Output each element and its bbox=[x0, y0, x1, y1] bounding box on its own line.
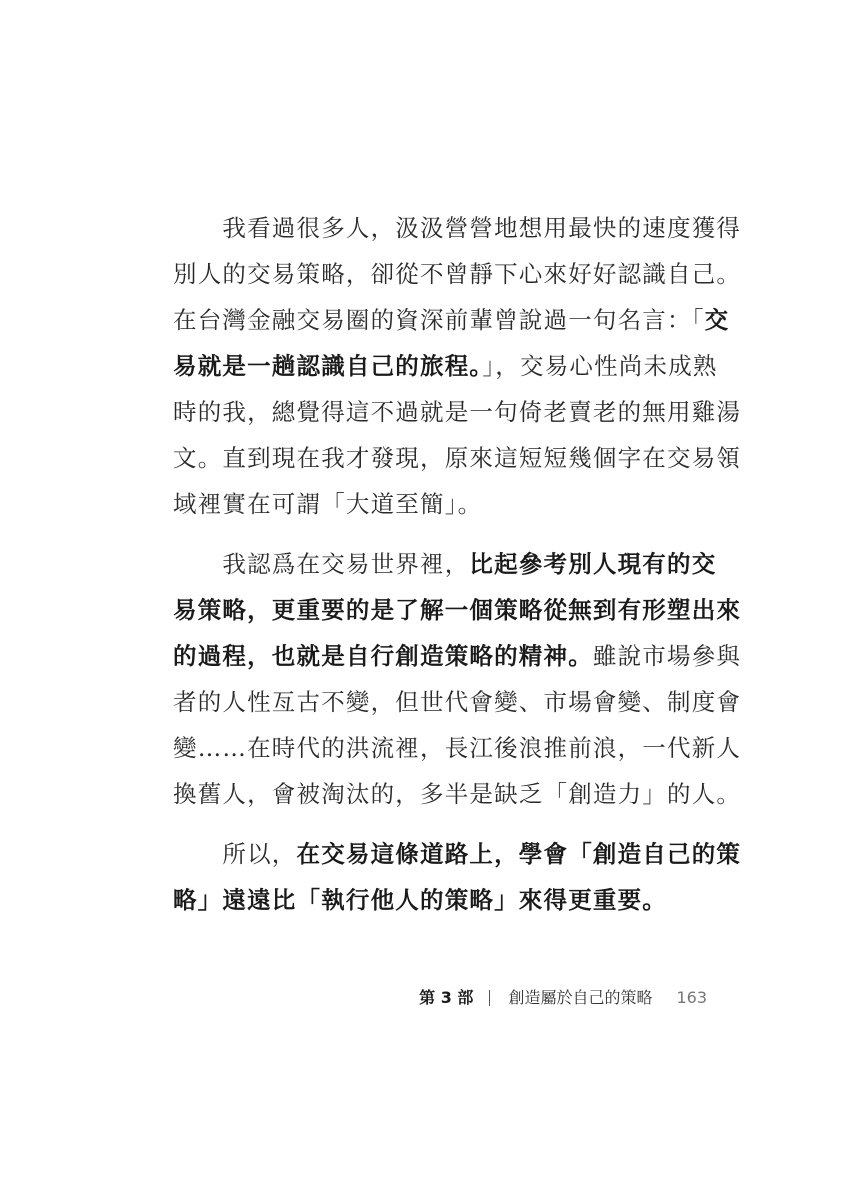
text-run: 雖說市場參與 bbox=[592, 642, 742, 670]
text-run: 」，交易心性尚未成熟 bbox=[482, 352, 718, 380]
paragraph bbox=[173, 205, 742, 527]
footer-divider bbox=[489, 990, 490, 1006]
paragraph-gap bbox=[173, 527, 713, 541]
chapter-title: 創造屬於自己的策略 bbox=[508, 988, 653, 1007]
bold-run: 的過程，也就是自行創造策略的精神。 bbox=[173, 642, 593, 670]
bold-run: 交 bbox=[704, 306, 730, 334]
text-run: 域裡實在可謂「大道至簡」。 bbox=[173, 490, 483, 518]
running-footer bbox=[419, 984, 707, 1012]
text-line bbox=[173, 343, 718, 389]
text-run: 時的我，總覺得這不過就是一句倚老賣老的無用雞湯 bbox=[173, 398, 742, 426]
page-number: 163 bbox=[676, 988, 707, 1007]
body-text bbox=[173, 205, 742, 923]
text-line bbox=[173, 205, 742, 251]
text-line bbox=[173, 725, 742, 771]
text-run: 換舊人，會被淘汰的，多半是缺乏「創造力」的人。 bbox=[173, 780, 742, 808]
bold-run: 易策略，更重要的是了解一個策略從無到有形塑出來 bbox=[173, 596, 742, 624]
text-line bbox=[173, 481, 713, 527]
part-label: 第 3 部 bbox=[419, 988, 474, 1007]
text-line bbox=[173, 435, 742, 481]
bold-run: 比起參考別人現有的交 bbox=[469, 550, 717, 578]
paragraph bbox=[173, 541, 742, 817]
text-line bbox=[173, 831, 742, 877]
text-run: 者的人性亙古不變，但世代會變、市場會變、制度會 bbox=[173, 688, 742, 716]
text-line bbox=[173, 541, 717, 587]
text-run: 所以， bbox=[173, 840, 297, 868]
bold-run: 易就是一趟認識自己的旅程。 bbox=[173, 352, 483, 380]
paragraph bbox=[173, 831, 742, 923]
text-run: 變……在時代的洪流裡，長江後浪推前浪，一代新人 bbox=[173, 734, 742, 762]
text-line bbox=[173, 771, 742, 817]
text-line bbox=[173, 297, 730, 343]
text-line bbox=[173, 389, 742, 435]
text-run: 我看過很多人，汲汲營營地想用最快的速度獲得 bbox=[173, 214, 742, 242]
text-line bbox=[173, 251, 742, 297]
text-line bbox=[173, 877, 713, 923]
bold-run: 略」遠遠比「執行他人的策略」來得更重要。 bbox=[173, 886, 667, 914]
paragraph-gap bbox=[173, 817, 713, 831]
text-run: 我認爲在交易世界裡， bbox=[173, 550, 470, 578]
text-run: 別人的交易策略，卻從不曾靜下心來好好認識自己。 bbox=[173, 260, 742, 288]
text-run: 文。直到現在我才發現，原來這短短幾個字在交易領 bbox=[173, 444, 742, 472]
text-line bbox=[173, 679, 742, 725]
text-line bbox=[173, 633, 742, 679]
text-run: 在台灣金融交易圈的資深前輩曾說過一句名言：「 bbox=[173, 306, 705, 334]
text-line bbox=[173, 587, 742, 633]
bold-run: 在交易這條道路上，學會「創造自己的策 bbox=[296, 840, 742, 868]
